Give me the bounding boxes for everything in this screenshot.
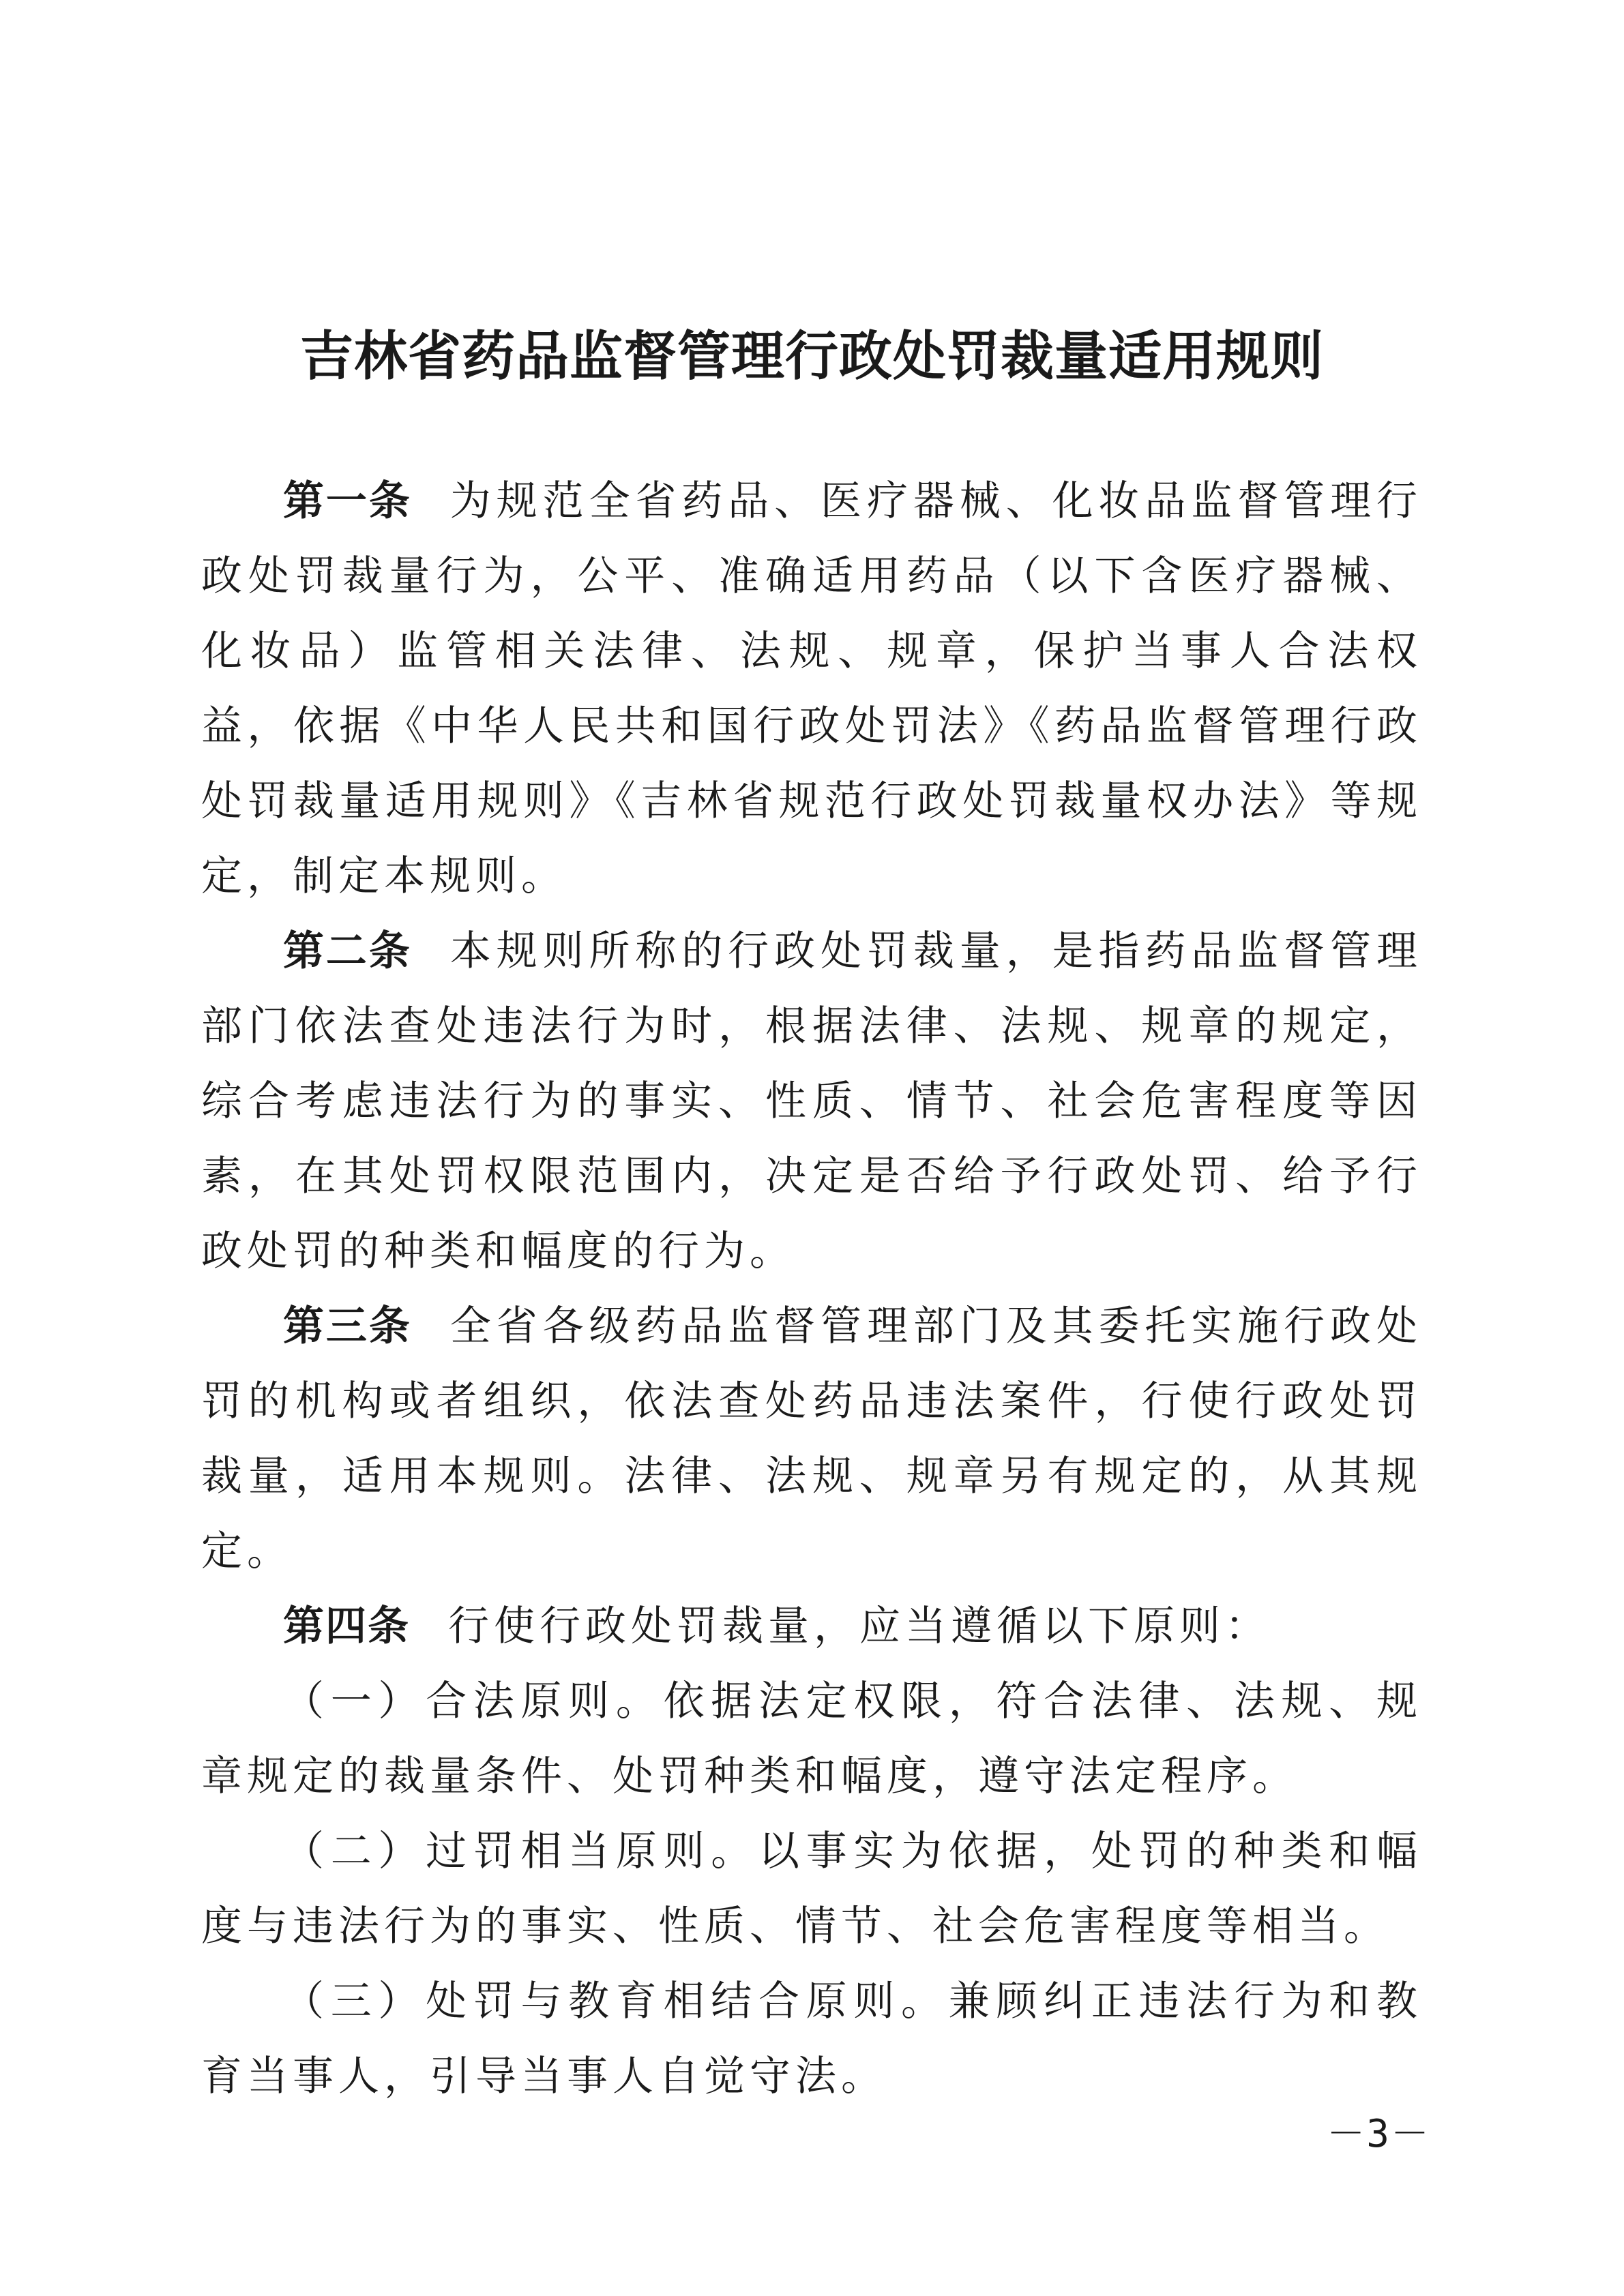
principle-item: （二）过罚相当原则。以事实为依据，处罚的种类和幅度与违法行为的事实、性质、情节、社会危害程度等相当。 (201, 1828, 1422, 1950)
article-number: 第三条 (283, 1302, 412, 1350)
article-text: 全省各级药品监督管理部门及其委托实施行政处罚的机构或者组织，依法查处药品违法案件，行使行政处罚裁量，适用本规则。法律、法规、规章另有规定的，从其规定。 (201, 1302, 1423, 1575)
article-1 (201, 464, 1422, 914)
article-number: 第一条 (283, 477, 412, 525)
article-number: 第四条 (283, 1602, 410, 1650)
article-3 (201, 1289, 1422, 1589)
principle-item: （三）处罚与教育相结合原则。兼顾纠正违法行为和教育当事人，引导当事人自觉守法。 (201, 1978, 1422, 2100)
article-4 (201, 1589, 1422, 1664)
document-title: 吉林省药品监督管理行政处罚裁量适用规则 (299, 326, 1324, 387)
article-number: 第二条 (283, 927, 412, 975)
principle-item: （一）合法原则。依据法定权限，符合法律、法规、规章规定的裁量条件、处罚种类和幅度，遵守法定程序。 (201, 1678, 1422, 1800)
article-text: 本规则所称的行政处罚裁量，是指药品监督管理部门依法查处违法行为时，根据法律、法规、规章的规定，综合考虑违法行为的事实、性质、情节、社会危害程度等因素，在其处罚权限范围内，决定是否给予行政处罚、给予行政处罚的种类和幅度的行为。 (201, 927, 1423, 1275)
article-text: 行使行政处罚裁量，应当遵循以下原则： (448, 1602, 1271, 1650)
article-2 (201, 914, 1422, 1289)
article-text: 为规范全省药品、医疗器械、化妆品监督管理行政处罚裁量行为，公平、准确适用药品（以下含医疗器械、化妆品）监管相关法律、法规、规章，保护当事人合法权益，依据《中华人民共和国行政处罚法》《药品监督管理行政处罚裁量适用规则》《吉林省规范行政处罚裁量权办法》等规定，制定本规则。 (201, 477, 1423, 900)
page-number: －3－ (1327, 2112, 1430, 2156)
document-body (201, 464, 1422, 2114)
